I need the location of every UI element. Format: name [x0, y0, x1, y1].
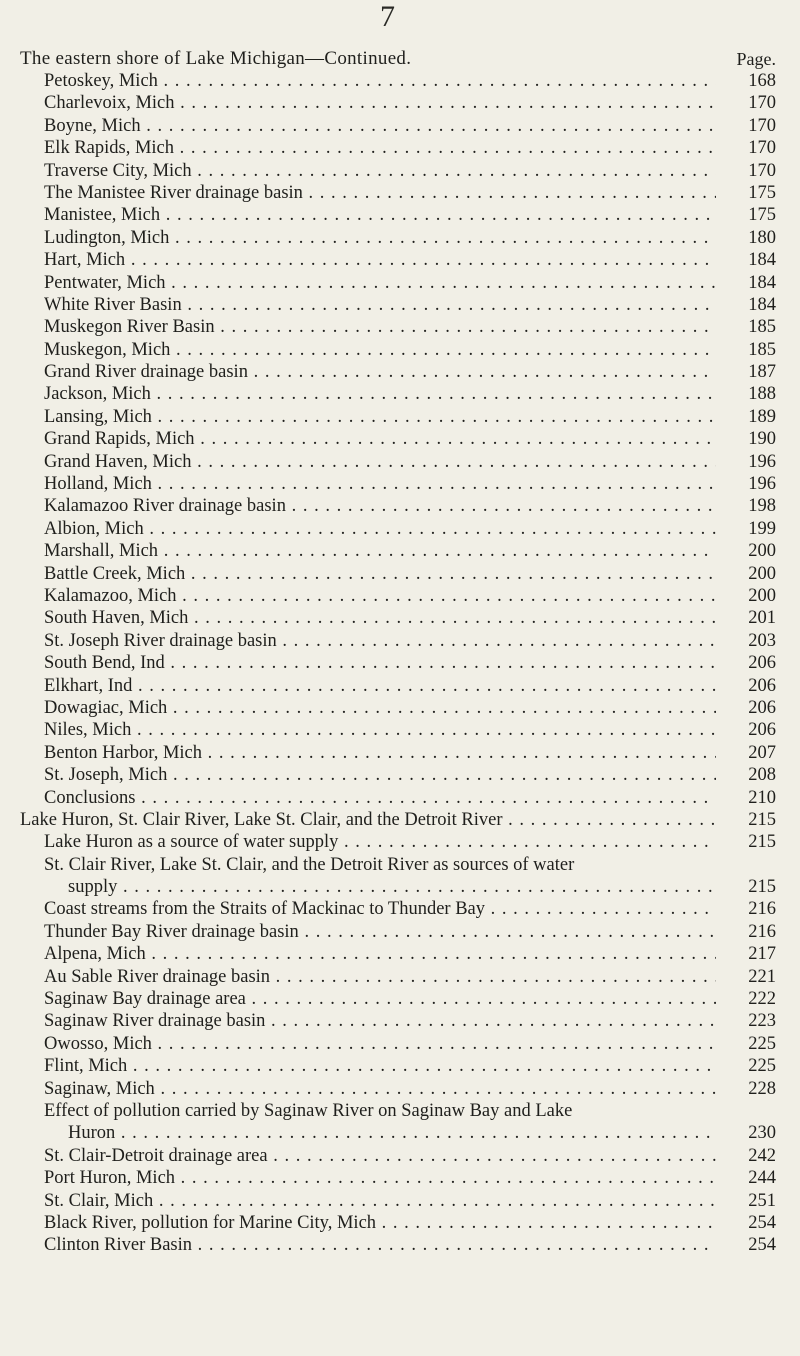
toc-entry	[20, 518, 776, 540]
toc-entry-label: Kalamazoo, Mich . . .	[44, 585, 716, 607]
toc-entry	[20, 137, 776, 159]
toc-entry-page: 206	[748, 675, 776, 696]
toc-entry-label: St. Clair River, Lake St. Clair, and the Detroit River as sources of water	[44, 854, 575, 875]
toc-entry-label: Conclusions . . .	[44, 787, 716, 809]
toc-entry-page: 223	[748, 1011, 776, 1032]
toc-entry-page: 170	[748, 138, 776, 159]
toc-entry-page: 230	[748, 1123, 776, 1144]
toc-entry	[20, 473, 776, 495]
toc-entry-page: 242	[748, 1145, 776, 1166]
toc-entry-page: 187	[748, 362, 776, 383]
toc-entry-label: Muskegon River Basin . . .	[44, 316, 716, 338]
toc-entry	[20, 607, 776, 629]
toc-entry-label: St. Joseph, Mich . . .	[44, 764, 716, 786]
toc-entry	[20, 361, 776, 383]
toc-entry	[20, 249, 776, 271]
toc-entry	[20, 898, 776, 920]
toc-entry-label: Owosso, Mich . . .	[44, 1033, 716, 1055]
toc-entry	[20, 428, 776, 450]
toc-entry	[20, 1033, 776, 1055]
toc-entry-page: 254	[748, 1212, 776, 1233]
toc-entry	[20, 1078, 776, 1100]
toc-entry-label: Kalamazoo River drainage basin . . .	[44, 495, 716, 517]
toc-entry	[20, 966, 776, 988]
toc-entry-label: Lansing, Mich . . .	[44, 406, 716, 428]
toc-entry	[20, 272, 776, 294]
toc-entry-page: 184	[748, 294, 776, 315]
toc-entry-page: 215	[748, 877, 776, 898]
toc-entry-label: Alpena, Mich . . .	[44, 943, 716, 965]
toc-entry-label: Lake Huron as a source of water supply . . .	[44, 831, 716, 853]
toc-entry-label: Flint, Mich . . .	[44, 1055, 716, 1077]
toc-entry-label: White River Basin . . .	[44, 294, 716, 316]
toc-entry-page: 203	[748, 630, 776, 651]
toc-entry	[20, 204, 776, 226]
toc-entry-page: 180	[748, 227, 776, 248]
toc-entry-page: 185	[748, 339, 776, 360]
toc-entry-label: Albion, Mich . . .	[44, 518, 716, 540]
toc-entry	[20, 115, 776, 137]
toc-header	[20, 48, 776, 70]
toc-entry-page: 206	[748, 697, 776, 718]
toc-entry	[20, 70, 776, 92]
toc-entry	[20, 1100, 776, 1122]
toc-entry-label: South Bend, Ind . . .	[44, 652, 716, 674]
toc-entry	[20, 1010, 776, 1032]
toc-entry	[20, 854, 776, 876]
toc-entry-page: 168	[748, 71, 776, 91]
toc-entry	[20, 1234, 776, 1256]
toc-entry	[20, 742, 776, 764]
toc-entry-label: Charlevoix, Mich . . .	[44, 92, 716, 114]
toc-entry	[20, 988, 776, 1010]
toc-entry	[20, 540, 776, 562]
toc-entry-label: Clinton River Basin . . .	[44, 1234, 716, 1256]
toc-entry-page: 251	[748, 1190, 776, 1211]
toc-entry-page: 196	[748, 474, 776, 495]
toc-entry-label: Traverse City, Mich . . .	[44, 160, 716, 182]
toc-entry-page: 217	[748, 944, 776, 965]
toc-entry-label: Coast streams from the Straits of Mackinac to Thunder Bay . . .	[44, 898, 716, 920]
toc-entry-label: Effect of pollution carried by Saginaw River on Saginaw Bay and Lake	[44, 1100, 573, 1121]
toc-entry	[20, 1212, 776, 1234]
toc-entry-page: 244	[748, 1168, 776, 1189]
toc-entry-page: 206	[748, 720, 776, 741]
toc-entry-page: 199	[748, 518, 776, 539]
toc-entry-page: 190	[748, 429, 776, 450]
toc-entry	[20, 675, 776, 697]
toc-entry-page: 221	[748, 966, 776, 987]
toc-entry-label: Benton Harbor, Mich . . .	[44, 742, 716, 764]
page-folio: 7	[380, 0, 395, 33]
toc-entry	[20, 451, 776, 473]
toc-entry-page: 198	[748, 496, 776, 517]
toc-entry-page: 188	[748, 384, 776, 405]
toc-entry-page: 228	[748, 1078, 776, 1099]
toc-entry-page: 206	[748, 653, 776, 674]
toc-entry-page: 225	[748, 1056, 776, 1077]
toc-entry-page: 175	[748, 205, 776, 226]
toc-entry-page: 216	[748, 921, 776, 942]
toc-entry-label: Huron . . .	[68, 1122, 716, 1144]
toc-entry-page: 215	[748, 809, 776, 830]
toc-entry-page: 210	[748, 787, 776, 808]
toc-entry-label: Au Sable River drainage basin . . .	[44, 966, 716, 988]
toc-entry	[20, 294, 776, 316]
section-title: The eastern shore of Lake Michigan—Continued.	[20, 48, 412, 69]
table-of-contents	[20, 70, 776, 1257]
toc-entry-page: 170	[748, 160, 776, 181]
toc-entry-label: Pentwater, Mich . . .	[44, 272, 716, 294]
toc-entry	[20, 697, 776, 719]
toc-entry-page: 170	[748, 115, 776, 136]
toc-entry-page: 200	[748, 585, 776, 606]
toc-entry	[20, 227, 776, 249]
toc-entry-page: 216	[748, 899, 776, 920]
toc-entry-page: 200	[748, 541, 776, 562]
toc-entry	[20, 406, 776, 428]
toc-entry-label: supply . . .	[68, 876, 716, 898]
toc-entry-label: Petoskey, Mich . . .	[44, 70, 716, 92]
toc-entry-page: 215	[748, 832, 776, 853]
toc-entry	[20, 563, 776, 585]
toc-entry-page: 185	[748, 317, 776, 338]
toc-entry	[20, 383, 776, 405]
toc-entry-label: St. Clair-Detroit drainage area . . .	[44, 1145, 716, 1167]
toc-entry	[20, 182, 776, 204]
toc-entry-page: 225	[748, 1033, 776, 1054]
toc-entry-label: South Haven, Mich . . .	[44, 607, 716, 629]
toc-entry-page: 196	[748, 451, 776, 472]
toc-entry-label: Boyne, Mich . . .	[44, 115, 716, 137]
toc-entry	[20, 719, 776, 741]
toc-entry	[20, 809, 776, 831]
toc-entry-page: 207	[748, 742, 776, 763]
toc-entry-label: Manistee, Mich . . .	[44, 204, 716, 226]
toc-entry	[20, 652, 776, 674]
toc-entry-page: 201	[748, 608, 776, 629]
toc-entry-label: Saginaw, Mich . . .	[44, 1078, 716, 1100]
toc-entry-page: 189	[748, 406, 776, 427]
toc-entry-label: Thunder Bay River drainage basin . . .	[44, 921, 716, 943]
toc-entry	[20, 160, 776, 182]
toc-entry	[20, 316, 776, 338]
toc-entry-page: 184	[748, 272, 776, 293]
toc-entry-label: Elkhart, Ind . . .	[44, 675, 716, 697]
toc-entry-label: Battle Creek, Mich . . .	[44, 563, 716, 585]
toc-entry-label: Grand Haven, Mich . . .	[44, 451, 716, 473]
toc-entry	[20, 1190, 776, 1212]
toc-entry-page: 184	[748, 250, 776, 271]
toc-entry-label: Saginaw River drainage basin . . .	[44, 1010, 716, 1032]
toc-entry	[20, 831, 776, 853]
toc-entry	[20, 1167, 776, 1189]
toc-entry-page: 200	[748, 563, 776, 584]
toc-entry	[20, 876, 776, 898]
toc-entry-label: Niles, Mich . . .	[44, 719, 716, 741]
toc-entry-label: Grand Rapids, Mich . . .	[44, 428, 716, 450]
toc-entry-label: Jackson, Mich . . .	[44, 383, 716, 405]
toc-entry-label: St. Clair, Mich . . .	[44, 1190, 716, 1212]
toc-entry-label: Port Huron, Mich . . .	[44, 1167, 716, 1189]
toc-entry	[20, 585, 776, 607]
toc-entry	[20, 495, 776, 517]
toc-entry-label: Ludington, Mich . . .	[44, 227, 716, 249]
toc-entry-label: Saginaw Bay drainage area . . .	[44, 988, 716, 1010]
toc-entry-page: 254	[748, 1235, 776, 1256]
toc-entry	[20, 1122, 776, 1144]
toc-entry	[20, 943, 776, 965]
toc-entry-label: Lake Huron, St. Clair River, Lake St. Clair, and the Detroit River . . .	[20, 809, 716, 831]
page-column-label: Page.	[736, 49, 776, 69]
toc-entry-label: Holland, Mich . . .	[44, 473, 716, 495]
toc-entry-label: St. Joseph River drainage basin . . .	[44, 630, 716, 652]
toc-entry	[20, 92, 776, 114]
toc-entry-label: Marshall, Mich . . .	[44, 540, 716, 562]
toc-entry	[20, 339, 776, 361]
toc-entry-label: Muskegon, Mich . . .	[44, 339, 716, 361]
toc-entry	[20, 787, 776, 809]
toc-entry-label: Black River, pollution for Marine City, Mich . . .	[44, 1212, 716, 1234]
toc-entry	[20, 630, 776, 652]
toc-entry-page: 170	[748, 93, 776, 114]
toc-entry	[20, 1145, 776, 1167]
toc-entry-label: Grand River drainage basin . . .	[44, 361, 716, 383]
toc-entry-page: 208	[748, 765, 776, 786]
toc-entry	[20, 764, 776, 786]
toc-entry-label: Elk Rapids, Mich . . .	[44, 137, 716, 159]
toc-entry-page: 222	[748, 989, 776, 1010]
toc-entry-page: 175	[748, 182, 776, 203]
toc-entry-label: Hart, Mich . . .	[44, 249, 716, 271]
toc-entry	[20, 921, 776, 943]
toc-entry-label: Dowagiac, Mich . . .	[44, 697, 716, 719]
toc-entry-label: The Manistee River drainage basin . . .	[44, 182, 716, 204]
toc-entry	[20, 1055, 776, 1077]
